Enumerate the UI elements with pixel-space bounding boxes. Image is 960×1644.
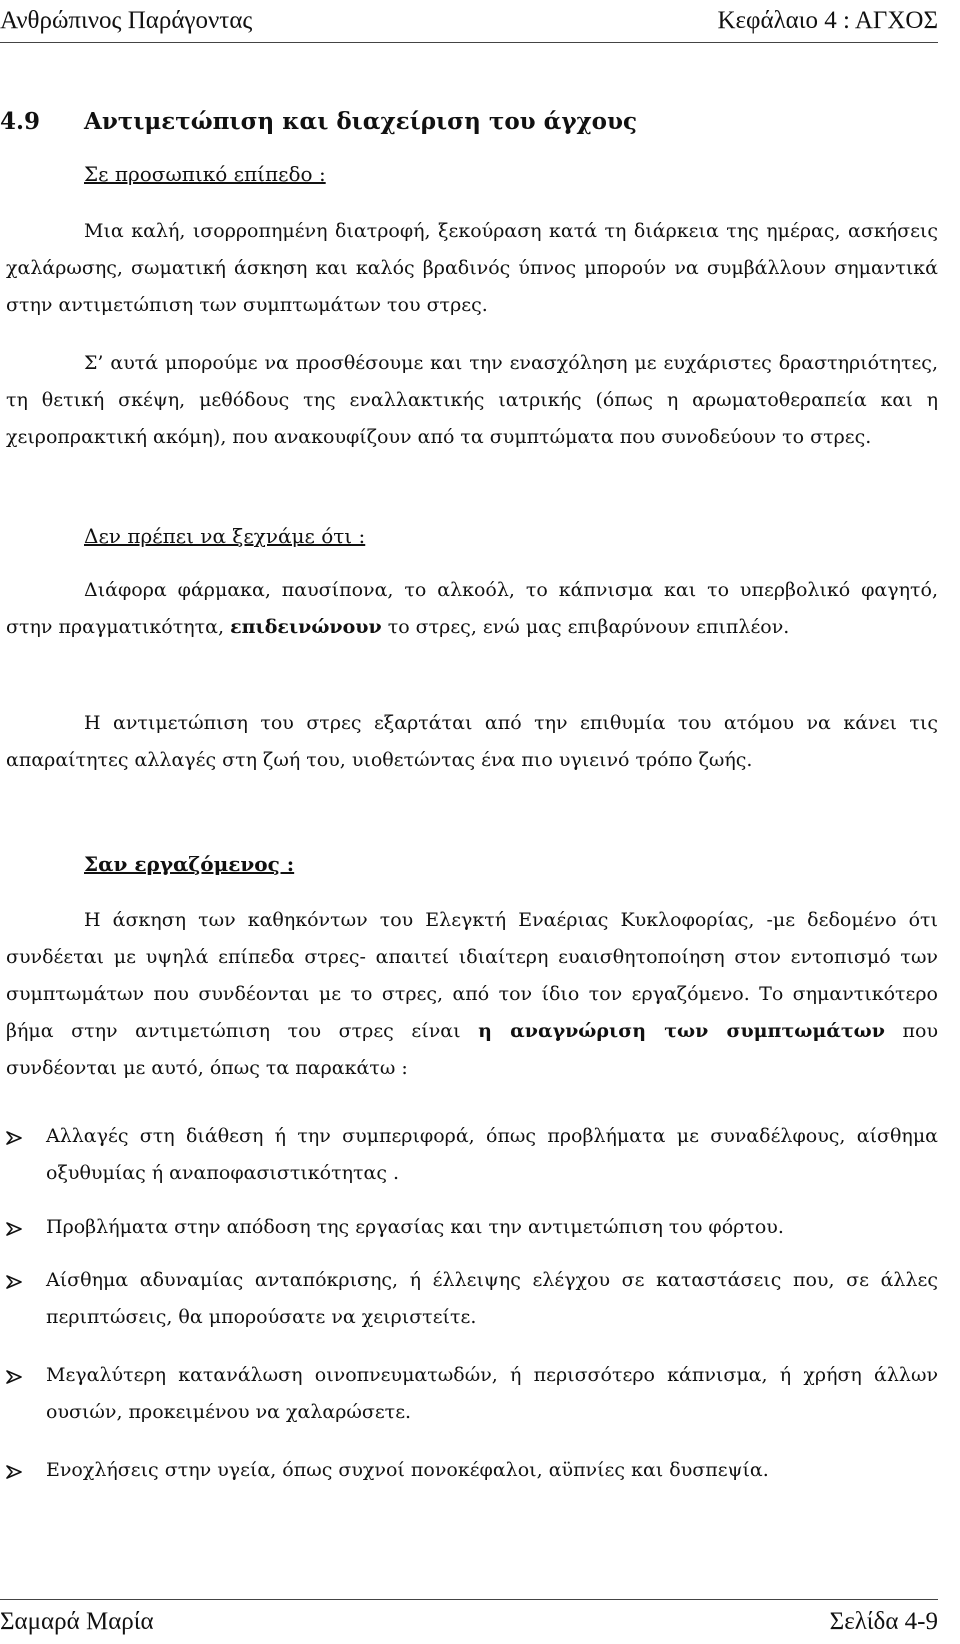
- employee-paragraph-text-start: Η άσκηση των καθηκόντων του Ελεγκτή Εναέριας Κυκλοφορίας, -με δεδομένο ότι συνδέεται με υψηλά επίπεδα στρες- απαιτεί ιδιαίτερη ευαισθητοποίηση στον εντοπισμό των συμπτωμάτων που συνδέονται με το στρες, από τον ίδιο τον εργαζόμενο. Το σημαντικότερο βήμα στην αντιμετώπιση του στρες είναι: [6, 909, 938, 1042]
- personal-paragraph-3: [6, 572, 938, 646]
- header-left-text: Ανθρώπινος Παράγοντας: [0, 7, 253, 34]
- list-item-text: Ενοχλήσεις στην υγεία, όπως συχνοί πονοκέφαλοι, αϋπνίες και δυσπεψία.: [46, 1459, 769, 1481]
- personal-paragraph-2: Σ’ αυτά μπορούμε να προσθέσουμε και την ενασχόληση με ευχάριστες δραστηριότητες, τη θετική σκέψη, μεθόδους της εναλλακτικής ιατρικής (όπως η αρωματοθεραπεία και η χειροπρακτική ακόμη), που ανακουφίζουν από τα συμπτώματα που συνοδεύουν το στρες.: [6, 352, 938, 448]
- emphasis-worsen: επιδεινώνουν: [230, 616, 382, 638]
- section-number: 4.9: [0, 108, 41, 135]
- list-item-text: Μεγαλύτερη κατανάλωση οινοπνευματωδών, ή περισσότερο κάπνισμα, ή χρήση άλλων ουσιών, προκειμένου να χαλαρώσετε.: [46, 1364, 938, 1423]
- personal-paragraph-1: Μια καλή, ισορροπημένη διατροφή, ξεκούραση κατά τη διάρκεια της ημέρας, ασκήσεις χαλάρωσης, σωματική άσκηση και καλός βραδινός ύπνος μπορούν να συμβάλλουν σημαντικά στην αντιμετώπιση των συμπτωμάτων του στρες.: [6, 220, 938, 316]
- arrowhead-bullet-icon: [6, 1370, 22, 1384]
- personal-paragraph-4: Η αντιμετώπιση του στρες εξαρτάται από την επιθυμία του ατόμου να κάνει τις απαραίτητες αλλαγές στη ζωή του, υιοθετώντας ένα πιο υγιεινό τρόπο ζωής.: [6, 712, 938, 771]
- employee-paragraph-text-end: που συνδέονται με αυτό, όπως τα παρακάτω :: [6, 1020, 938, 1079]
- list-item: [6, 1452, 938, 1489]
- paragraph-3-text-end: το στρες, ενώ μας επιβαρύνουν επιπλέον.: [381, 616, 790, 638]
- list-item-text: Αλλαγές στη διάθεση ή την συμπεριφορά, όπως προβλήματα με συναδέλφους, αίσθημα οξυθυμίας ή αναποφασιστικότητας .: [46, 1125, 938, 1184]
- arrowhead-bullet-icon: [6, 1131, 22, 1145]
- list-item: [6, 1118, 938, 1192]
- personal-level-heading: Σε προσωπικό επίπεδο :: [84, 162, 326, 186]
- paragraph-3-text-start: Διάφορα φάρμακα, παυσίπονα, το αλκοόλ, το κάπνισμα και το υπερβολικό φαγητό, στην πραγματικότητα,: [6, 579, 938, 638]
- list-item: [6, 1357, 938, 1431]
- employee-level-heading: Σαν εργαζόμενος :: [84, 852, 295, 876]
- list-item: [6, 1262, 938, 1336]
- page-footer: [0, 1599, 938, 1644]
- section-title-text: Αντιμετώπιση και διαχείριση του άγχους: [84, 108, 637, 135]
- employee-paragraph-1: [6, 902, 938, 1087]
- arrowhead-bullet-icon: [6, 1275, 22, 1289]
- footer-page-number: Σελίδα 4-9: [829, 1608, 938, 1635]
- list-item-text: Προβλήματα στην απόδοση της εργασίας και την αντιμετώπιση του φόρτου.: [46, 1216, 784, 1238]
- list-item-text: Αίσθημα αδυναμίας ανταπόκρισης, ή έλλειψης ελέγχου σε καταστάσεις που, σε άλλες περιπτώσεις, θα μπορούσατε να χειριστείτε.: [46, 1269, 938, 1328]
- arrowhead-bullet-icon: [6, 1222, 22, 1236]
- footer-author: Σαμαρά Μαρία: [0, 1608, 154, 1635]
- page-header: [0, 0, 938, 43]
- emphasis-symptom-recognition: η αναγνώριση των συμπτωμάτων: [478, 1020, 885, 1042]
- section-title: [0, 108, 637, 135]
- reminder-heading: Δεν πρέπει να ξεχνάμε ότι :: [84, 524, 366, 548]
- header-right-text: Κεφάλαιο 4 : ΑΓΧΟΣ: [717, 7, 938, 34]
- arrowhead-bullet-icon: [6, 1465, 22, 1479]
- list-item: [6, 1209, 938, 1246]
